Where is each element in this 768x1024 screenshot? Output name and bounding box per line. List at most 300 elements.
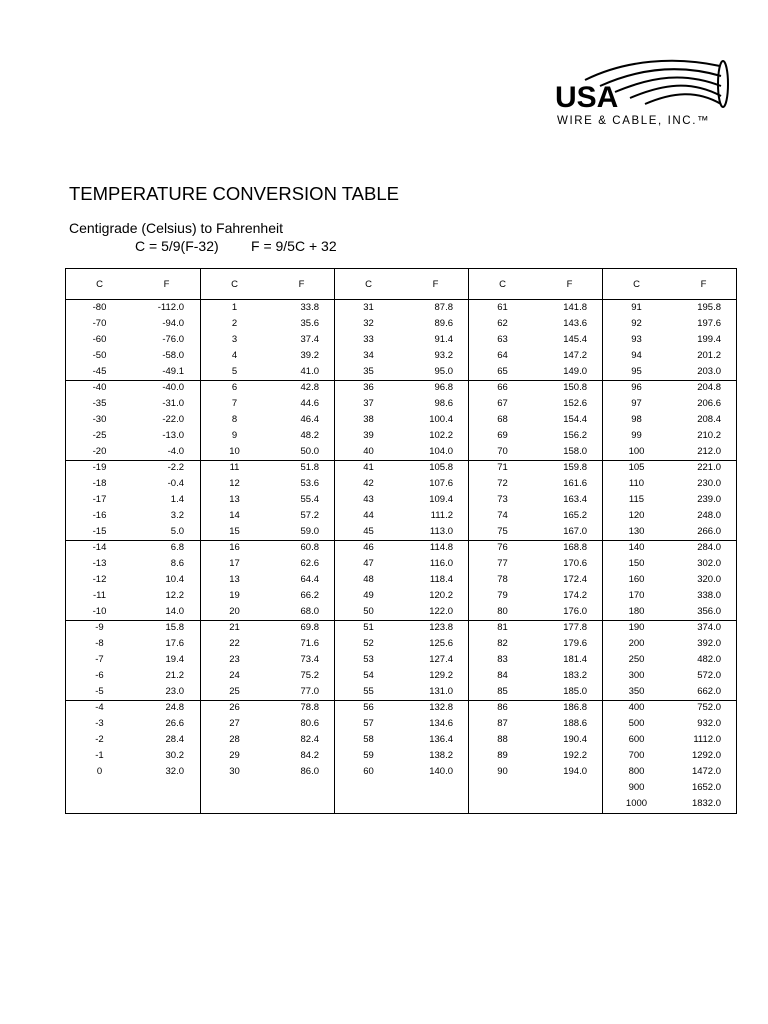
fahrenheit-value: 129.2	[429, 670, 453, 681]
header-celsius: C	[499, 279, 506, 290]
conversion-table	[65, 268, 737, 814]
fahrenheit-value: -94.0	[162, 318, 184, 329]
celsius-value: 13	[229, 494, 240, 505]
celsius-value: 15	[229, 526, 240, 537]
fahrenheit-value: 1.4	[170, 494, 184, 505]
table-row	[201, 348, 335, 364]
table-row	[66, 684, 200, 700]
celsius-value: 65	[497, 366, 508, 377]
table-row	[201, 300, 335, 316]
table-row	[66, 492, 200, 508]
celsius-value: -14	[92, 542, 107, 553]
celsius-value: 250	[628, 654, 645, 665]
fahrenheit-value: 136.4	[429, 734, 453, 745]
celsius-value: 35	[363, 366, 374, 377]
fahrenheit-value: 122.0	[429, 606, 453, 617]
fahrenheit-value: 181.4	[563, 654, 587, 665]
celsius-value: 900	[628, 782, 645, 793]
table-row	[335, 364, 469, 380]
celsius-value: 40	[363, 446, 374, 457]
table-row	[469, 476, 603, 492]
table-row	[469, 620, 603, 636]
fahrenheit-value: 138.2	[429, 750, 453, 761]
table-row	[603, 684, 737, 700]
fahrenheit-value: 96.8	[434, 382, 453, 393]
fahrenheit-value: 143.6	[563, 318, 587, 329]
celsius-value: 160	[628, 574, 645, 585]
celsius-value: 57	[363, 718, 374, 729]
page-subtitle: Centigrade (Celsius) to Fahrenheit	[69, 220, 283, 236]
block-divider	[335, 460, 469, 461]
celsius-value: 76	[497, 542, 508, 553]
fahrenheit-value: 104.0	[429, 446, 453, 457]
celsius-value: 200	[628, 638, 645, 649]
table-row	[469, 748, 603, 764]
celsius-value: 78	[497, 574, 508, 585]
table-row	[335, 508, 469, 524]
table-row	[469, 492, 603, 508]
table-row	[201, 444, 335, 460]
celsius-value: 29	[229, 750, 240, 761]
fahrenheit-value: 203.0	[697, 366, 721, 377]
fahrenheit-value: 482.0	[697, 654, 721, 665]
table-row	[335, 444, 469, 460]
table-row	[335, 588, 469, 604]
block-divider	[66, 380, 200, 381]
celsius-value: -15	[92, 526, 107, 537]
block-divider	[335, 540, 469, 541]
fahrenheit-value: 17.6	[165, 638, 184, 649]
celsius-value: 1	[231, 302, 238, 313]
table-row	[469, 332, 603, 348]
table-row	[201, 412, 335, 428]
celsius-value: 6	[231, 382, 238, 393]
fahrenheit-value: 68.0	[300, 606, 319, 617]
celsius-value: 67	[497, 398, 508, 409]
fahrenheit-value: 87.8	[434, 302, 453, 313]
fahrenheit-value: 55.4	[300, 494, 319, 505]
fahrenheit-value: 51.8	[300, 462, 319, 473]
celsius-value: 63	[497, 334, 508, 345]
fahrenheit-value: 662.0	[697, 686, 721, 697]
table-row	[469, 428, 603, 444]
celsius-value: 180	[628, 606, 645, 617]
celsius-value: 1000	[625, 798, 648, 809]
celsius-value: 82	[497, 638, 508, 649]
table-row	[201, 332, 335, 348]
fahrenheit-value: 1652.0	[691, 782, 721, 793]
celsius-value: 74	[497, 510, 508, 521]
fahrenheit-value: 170.6	[563, 558, 587, 569]
fahrenheit-value: 37.4	[300, 334, 319, 345]
table-row	[335, 412, 469, 428]
table-row	[603, 652, 737, 668]
table-row	[201, 748, 335, 764]
table-row	[66, 748, 200, 764]
table-row	[603, 588, 737, 604]
fahrenheit-value: 12.2	[165, 590, 184, 601]
table-row	[201, 732, 335, 748]
celsius-value: -13	[92, 558, 107, 569]
table-row	[66, 348, 200, 364]
fahrenheit-value: 57.2	[300, 510, 319, 521]
table-row	[335, 316, 469, 332]
table-row	[66, 412, 200, 428]
table-row	[335, 492, 469, 508]
fahrenheit-value: 156.2	[563, 430, 587, 441]
block-divider	[335, 380, 469, 381]
celsius-value: 0	[96, 766, 103, 777]
block-divider	[201, 700, 335, 701]
celsius-value: 60	[363, 766, 374, 777]
table-row	[66, 700, 200, 716]
table-row	[603, 700, 737, 716]
table-row	[603, 508, 737, 524]
fahrenheit-value: 212.0	[697, 446, 721, 457]
table-row	[469, 636, 603, 652]
table-row	[335, 716, 469, 732]
table-row	[66, 332, 200, 348]
celsius-value: -7	[95, 654, 104, 665]
celsius-value: 95	[631, 366, 642, 377]
fahrenheit-value: 35.6	[300, 318, 319, 329]
celsius-value: 12	[229, 478, 240, 489]
column-group-4	[468, 269, 603, 813]
block-divider	[66, 460, 200, 461]
table-row	[469, 380, 603, 396]
table-row	[469, 732, 603, 748]
fahrenheit-value: -58.0	[162, 350, 184, 361]
table-row	[469, 716, 603, 732]
table-row	[201, 620, 335, 636]
table-row	[66, 604, 200, 620]
celsius-value: 13	[229, 574, 240, 585]
celsius-value: 89	[497, 750, 508, 761]
table-row	[469, 396, 603, 412]
table-row	[201, 492, 335, 508]
celsius-value: 110	[628, 478, 645, 489]
column-group-5	[602, 269, 737, 813]
table-row	[201, 716, 335, 732]
table-row	[335, 764, 469, 780]
celsius-value: 38	[363, 414, 374, 425]
fahrenheit-value: 78.8	[300, 702, 319, 713]
header-celsius: C	[633, 279, 640, 290]
table-row	[469, 412, 603, 428]
table-row	[469, 364, 603, 380]
fahrenheit-value: 134.6	[429, 718, 453, 729]
block-divider	[201, 380, 335, 381]
celsius-value: 47	[363, 558, 374, 569]
table-row	[66, 732, 200, 748]
table-row	[66, 764, 200, 780]
fahrenheit-value: 199.4	[697, 334, 721, 345]
table-row	[335, 748, 469, 764]
fahrenheit-value: 10.4	[165, 574, 184, 585]
table-row	[201, 588, 335, 604]
table-row	[66, 540, 200, 556]
block-divider	[603, 700, 737, 701]
fahrenheit-value: -31.0	[162, 398, 184, 409]
celsius-value: 85	[497, 686, 508, 697]
celsius-value: 56	[363, 702, 374, 713]
column-group-1	[66, 269, 200, 813]
table-row	[66, 556, 200, 572]
celsius-value: 170	[628, 590, 645, 601]
table-row	[603, 316, 737, 332]
table-row	[603, 716, 737, 732]
fahrenheit-value: 190.4	[563, 734, 587, 745]
celsius-value: 25	[229, 686, 240, 697]
celsius-value: 75	[497, 526, 508, 537]
table-row	[469, 444, 603, 460]
fahrenheit-value: 147.2	[563, 350, 587, 361]
fahrenheit-value: 71.6	[300, 638, 319, 649]
fahrenheit-value: 26.6	[165, 718, 184, 729]
celsius-value: -17	[92, 494, 107, 505]
table-row	[66, 380, 200, 396]
table-row	[66, 620, 200, 636]
block-divider	[469, 380, 603, 381]
fahrenheit-value: 59.0	[300, 526, 319, 537]
fahrenheit-value: 114.8	[429, 542, 453, 553]
celsius-value: -60	[92, 334, 107, 345]
celsius-value: 39	[363, 430, 374, 441]
fahrenheit-value: -40.0	[162, 382, 184, 393]
fahrenheit-value: 185.0	[563, 686, 587, 697]
fahrenheit-value: 127.4	[429, 654, 453, 665]
celsius-value: 32	[363, 318, 374, 329]
table-row	[335, 460, 469, 476]
fahrenheit-value: 82.4	[300, 734, 319, 745]
table-row	[603, 604, 737, 620]
fahrenheit-value: 109.4	[429, 494, 453, 505]
fahrenheit-value: 932.0	[697, 718, 721, 729]
celsius-value: 42	[363, 478, 374, 489]
fahrenheit-value: 206.6	[697, 398, 721, 409]
table-row	[603, 732, 737, 748]
column-group-2	[200, 269, 335, 813]
celsius-value: -9	[95, 622, 104, 633]
celsius-value: 11	[229, 462, 240, 473]
celsius-value: -1	[95, 750, 104, 761]
fahrenheit-value: -22.0	[162, 414, 184, 425]
celsius-value: 19	[229, 590, 240, 601]
celsius-value: 58	[363, 734, 374, 745]
table-row	[603, 428, 737, 444]
celsius-value: 30	[229, 766, 240, 777]
fahrenheit-value: 95.0	[434, 366, 453, 377]
table-rows	[603, 300, 737, 812]
table-row	[335, 428, 469, 444]
table-row	[335, 300, 469, 316]
table-row	[603, 764, 737, 780]
table-row	[335, 332, 469, 348]
celsius-value: -11	[92, 590, 107, 601]
fahrenheit-value: -4.0	[167, 446, 184, 457]
block-divider	[469, 700, 603, 701]
fahrenheit-value: 69.8	[300, 622, 319, 633]
fahrenheit-value: -0.4	[167, 478, 184, 489]
celsius-value: 350	[628, 686, 645, 697]
fahrenheit-value: 105.8	[429, 462, 453, 473]
header-celsius: C	[231, 279, 238, 290]
table-row	[469, 300, 603, 316]
table-row	[66, 668, 200, 684]
fahrenheit-value: 53.6	[300, 478, 319, 489]
fahrenheit-value: 32.0	[165, 766, 184, 777]
fahrenheit-value: 21.2	[165, 670, 184, 681]
fahrenheit-value: 24.8	[165, 702, 184, 713]
table-row	[469, 684, 603, 700]
fahrenheit-value: 174.2	[563, 590, 587, 601]
fahrenheit-value: -2.2	[167, 462, 184, 473]
table-row	[201, 524, 335, 540]
celsius-value: 700	[628, 750, 645, 761]
table-row	[201, 428, 335, 444]
block-divider	[66, 620, 200, 621]
celsius-value: 80	[497, 606, 508, 617]
table-row	[201, 556, 335, 572]
table-row	[335, 524, 469, 540]
fahrenheit-value: 266.0	[697, 526, 721, 537]
table-row	[335, 732, 469, 748]
table-row	[603, 556, 737, 572]
celsius-value: 16	[229, 542, 240, 553]
fahrenheit-value: -13.0	[162, 430, 184, 441]
logo-secondary-text: WIRE & CABLE, INC.™	[557, 115, 711, 127]
fahrenheit-value: 201.2	[697, 350, 721, 361]
celsius-value: 45	[363, 526, 374, 537]
celsius-value: 70	[497, 446, 508, 457]
table-row	[201, 396, 335, 412]
fahrenheit-value: 44.6	[300, 398, 319, 409]
table-row	[603, 332, 737, 348]
table-row	[603, 476, 737, 492]
celsius-value: 115	[628, 494, 645, 505]
fahrenheit-value: 159.8	[563, 462, 587, 473]
table-row	[603, 524, 737, 540]
fahrenheit-value: 84.2	[300, 750, 319, 761]
table-row	[335, 396, 469, 412]
table-row	[66, 444, 200, 460]
celsius-value: 46	[363, 542, 374, 553]
fahrenheit-value: 204.8	[697, 382, 721, 393]
table-row	[66, 316, 200, 332]
table-row	[201, 684, 335, 700]
table-row	[335, 684, 469, 700]
table-row	[603, 300, 737, 316]
celsius-value: 33	[363, 334, 374, 345]
table-row	[603, 396, 737, 412]
fahrenheit-value: 6.8	[170, 542, 184, 553]
celsius-value: 26	[229, 702, 240, 713]
celsius-value: 600	[628, 734, 645, 745]
fahrenheit-value: 5.0	[170, 526, 184, 537]
celsius-value: 59	[363, 750, 374, 761]
block-divider	[335, 620, 469, 621]
block-divider	[603, 380, 737, 381]
table-row	[66, 364, 200, 380]
celsius-value: -4	[95, 702, 104, 713]
celsius-value: 2	[231, 318, 238, 329]
fahrenheit-value: 107.6	[429, 478, 453, 489]
table-row	[603, 620, 737, 636]
celsius-value: 8	[231, 414, 238, 425]
fahrenheit-value: 62.6	[300, 558, 319, 569]
header-celsius: C	[365, 279, 372, 290]
table-row	[469, 700, 603, 716]
celsius-value: 96	[631, 382, 642, 393]
table-row	[603, 444, 737, 460]
fahrenheit-value: 188.6	[563, 718, 587, 729]
celsius-value: -8	[95, 638, 104, 649]
celsius-value: -20	[92, 446, 107, 457]
fahrenheit-value: 197.6	[697, 318, 721, 329]
fahrenheit-value: 77.0	[300, 686, 319, 697]
fahrenheit-value: 113.0	[429, 526, 453, 537]
block-divider	[603, 460, 737, 461]
celsius-value: 37	[363, 398, 374, 409]
fahrenheit-value: 195.8	[697, 302, 721, 313]
fahrenheit-value: 149.0	[563, 366, 587, 377]
fahrenheit-value: 1472.0	[691, 766, 721, 777]
table-row	[469, 764, 603, 780]
table-row	[469, 460, 603, 476]
celsius-value: 73	[497, 494, 508, 505]
celsius-value: 62	[497, 318, 508, 329]
table-row	[469, 556, 603, 572]
header-fahrenheit: F	[298, 279, 305, 290]
table-row	[201, 476, 335, 492]
table-row	[335, 620, 469, 636]
celsius-value: -40	[92, 382, 107, 393]
table-row	[66, 716, 200, 732]
fahrenheit-value: 91.4	[434, 334, 453, 345]
fahrenheit-value: 123.8	[429, 622, 453, 633]
celsius-value: 81	[497, 622, 508, 633]
celsius-value: 79	[497, 590, 508, 601]
table-row	[201, 380, 335, 396]
celsius-value: 92	[631, 318, 642, 329]
fahrenheit-value: 163.4	[563, 494, 587, 505]
fahrenheit-value: 14.0	[165, 606, 184, 617]
fahrenheit-value: 161.6	[563, 478, 587, 489]
header-fahrenheit: F	[163, 279, 170, 290]
celsius-value: 28	[229, 734, 240, 745]
fahrenheit-value: 356.0	[697, 606, 721, 617]
table-row	[335, 540, 469, 556]
celsius-value: 21	[229, 622, 240, 633]
block-divider	[201, 540, 335, 541]
table-row	[201, 508, 335, 524]
fahrenheit-value: 131.0	[429, 686, 453, 697]
celsius-value: -10	[92, 606, 107, 617]
celsius-value: 84	[497, 670, 508, 681]
table-row	[335, 668, 469, 684]
fahrenheit-value: 230.0	[697, 478, 721, 489]
table-row	[603, 364, 737, 380]
celsius-value: 10	[229, 446, 240, 457]
celsius-value: 44	[363, 510, 374, 521]
fahrenheit-value: 118.4	[429, 574, 453, 585]
fahrenheit-value: 392.0	[697, 638, 721, 649]
table-row	[469, 572, 603, 588]
table-row	[469, 540, 603, 556]
fahrenheit-value: 239.0	[697, 494, 721, 505]
celsius-value: 100	[628, 446, 645, 457]
celsius-value: 71	[497, 462, 508, 473]
